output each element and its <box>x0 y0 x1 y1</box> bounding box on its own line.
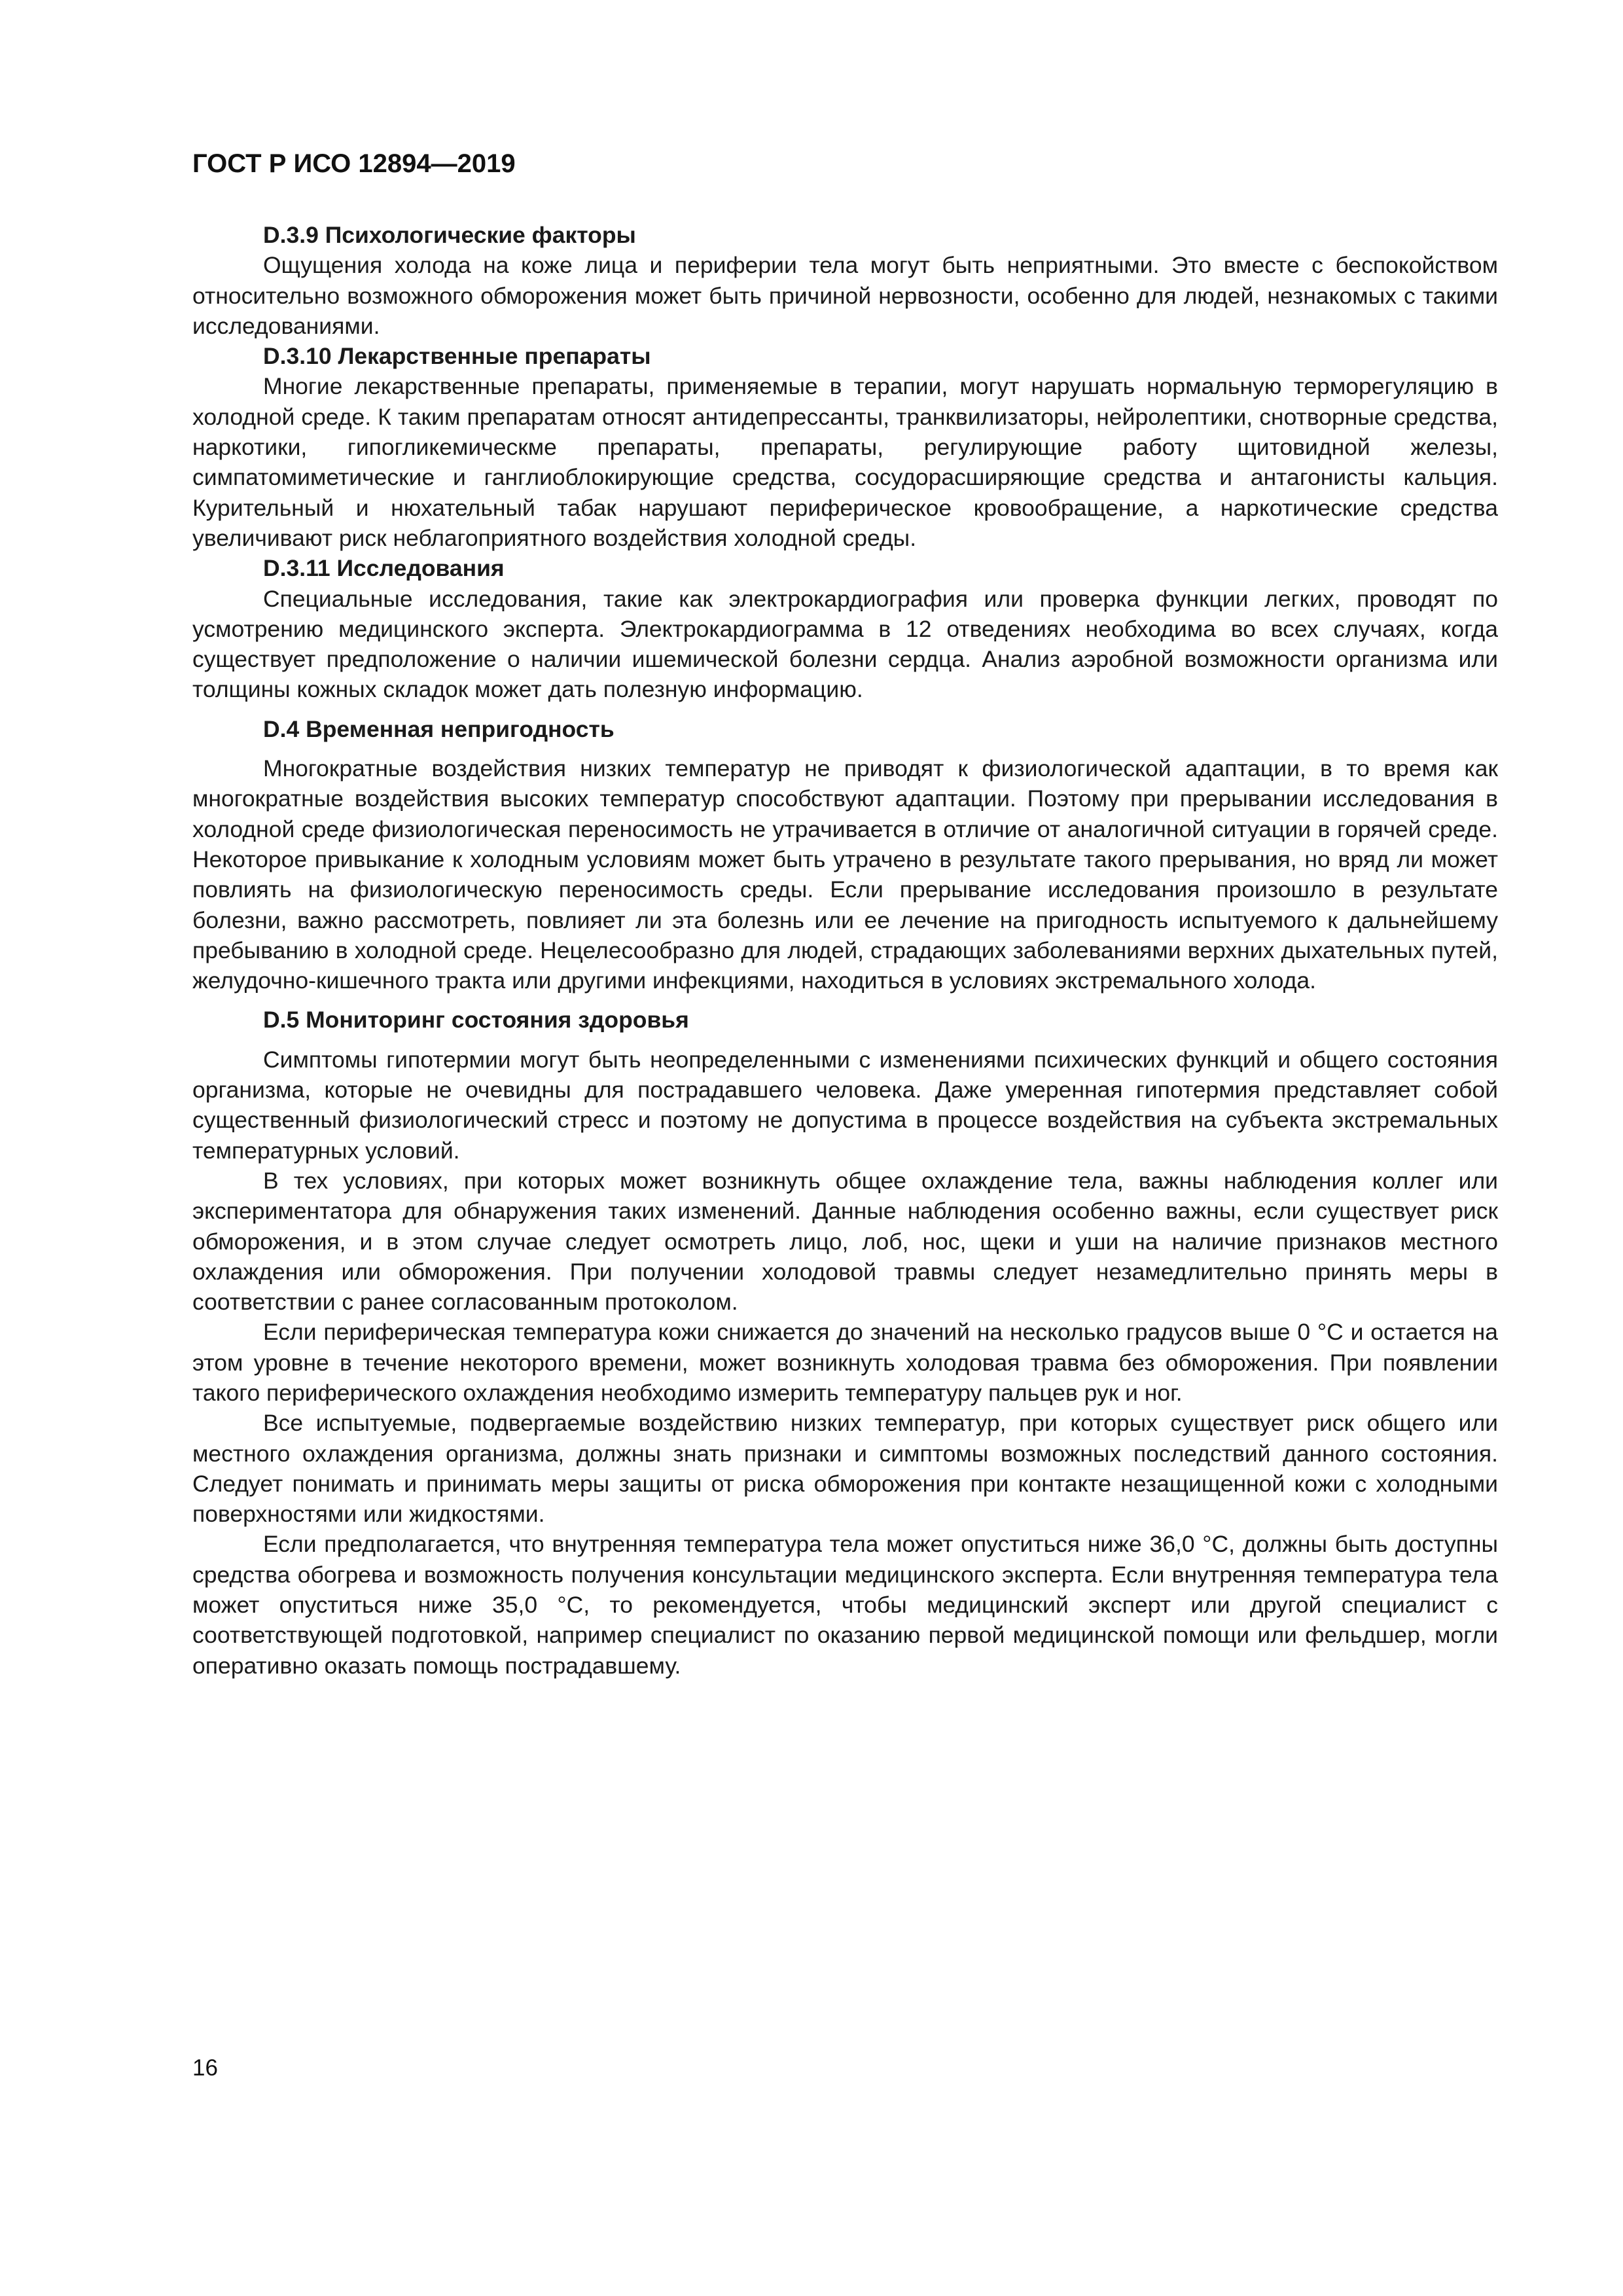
spacer <box>192 744 1498 753</box>
document-body <box>192 220 1498 1681</box>
paragraph: В тех условиях, при которых может возникнуть общее охлаждение тела, важны наблюдения коллег или экспериментатора для обнаружения таких изменений. Данные наблюдения особенно важны, если существует риск обморожения, и в этом случае следует осмотреть лицо, лоб, нос, щеки и уши на наличие признаков местного охлаждения или обморожения. При получении холодовой травмы следует незамедлительно принять меры в соответствии с ранее согласованным протоколом. <box>192 1167 1498 1316</box>
document-header: ГОСТ Р ИСО 12894—2019 <box>192 149 516 178</box>
section-heading-d39: D.3.9 Психологические факторы <box>263 222 636 248</box>
paragraph: Если предполагается, что внутренняя температура тела может опуститься ниже 36,0 °С, должны быть доступны средства обогрева и возможность получения консультации медицинского эксперта. Если внутренняя температура тела может опуститься ниже 35,0 °С, то рекомендуется, чтобы медицинский эксперт или другой специалист с соответствующей подготовкой, например специалист по оказанию первой медицинской помощи или фельдшер, могли оперативно оказать помощь пострадавшему. <box>192 1531 1498 1679</box>
page-number: 16 <box>192 2055 218 2081</box>
spacer <box>192 996 1498 1005</box>
paragraph: Многократные воздействия низких температур не приводят к физиологической адаптации, в то время как многократные воздействия высоких температур способствуют адаптации. Поэтому при прерывании исследования в холодной среде физиологическая переносимость не утрачивается в отличие от аналогичной ситуации в горячей среде. Некоторое привыкание к холодным условиям может быть утрачено в результате такого прерывания, но вряд ли может повлиять на физиологическую переносимость среды. Если прерывание исследования произошло в результате болезни, важно рассмотреть, повлияет ли эта болезнь или ее лечение на пригодность испытуемого к дальнейшему пребыванию в холодной среде. Нецелесообразно для людей, страдающих заболеваниями верхних дыхательных путей, желудочно-кишечного тракта или другими инфекциями, находиться в условиях экстремального холода. <box>192 755 1498 994</box>
paragraph: Ощущения холода на коже лица и периферии тела могут быть неприятными. Это вместе с беспокойством относительно возможного обморожения может быть причиной нервозности, особенно для людей, незнакомых с такими исследованиями. <box>192 252 1498 339</box>
paragraph: Специальные исследования, такие как электрокардиография или проверка функции легких, проводят по усмотрению медицинского эксперта. Электрокардиограмма в 12 отведениях необходима во всех случаях, когда существует предположение о наличии ишемической болезни сердца. Анализ аэробной возможности организма или толщины кожных складок может дать полезную информацию. <box>192 585 1498 703</box>
paragraph: Многие лекарственные препараты, применяемые в терапии, могут нарушать нормальную терморегуляцию в холодной среде. К таким препаратам относят антидепрессанты, транквилизаторы, нейролептики, снотворные средства, наркотики, гипогликемическме препараты, препараты, регулирующие работу щитовидной железы, симпатомиметические и ганглиоблокирующие средства, сосудорасширяющие средства и антагонисты кальция. Курительный и нюхательный табак нарушают периферическое кровообращение, а наркотические средства увеличивают риск неблагоприятного воздействия холодной среды. <box>192 373 1498 551</box>
paragraph: Если периферическая температура кожи снижается до значений на несколько градусов выше 0 °С и остается на этом уровне в течение некоторого времени, может возникнуть холодовая травма без обморожения. При появлении такого периферического охлаждения необходимо измерить температуру пальцев рук и ног. <box>192 1319 1498 1406</box>
paragraph: Симптомы гипотермии могут быть неопределенными с изменениями психических функций и общего состояния организма, которые не очевидны для пострадавшего человека. Даже умеренная гипотермия представляет собой существенный физиологический стресс и поэтому не допустима в процессе воздействия на субъекта экстремальных температурных условий. <box>192 1046 1498 1164</box>
spacer <box>192 1035 1498 1045</box>
paragraph: Все испытуемые, подвергаемые воздействию низких температур, при которых существует риск общего или местного охлаждения организма, должны знать признаки и симптомы возможных последствий данного состояния. Следует понимать и принимать меры защиты от риска обморожения при контакте незащищенной кожи с холодными поверхностями или жидкостями. <box>192 1410 1498 1528</box>
section-heading-d4: D.4 Временная непригодность <box>263 715 615 742</box>
section-heading-d310: D.3.10 Лекарственные препараты <box>263 343 651 370</box>
spacer <box>192 705 1498 714</box>
section-heading-d5: D.5 Мониторинг состояния здоровья <box>263 1007 689 1033</box>
section-heading-d311: D.3.11 Исследования <box>263 555 505 582</box>
